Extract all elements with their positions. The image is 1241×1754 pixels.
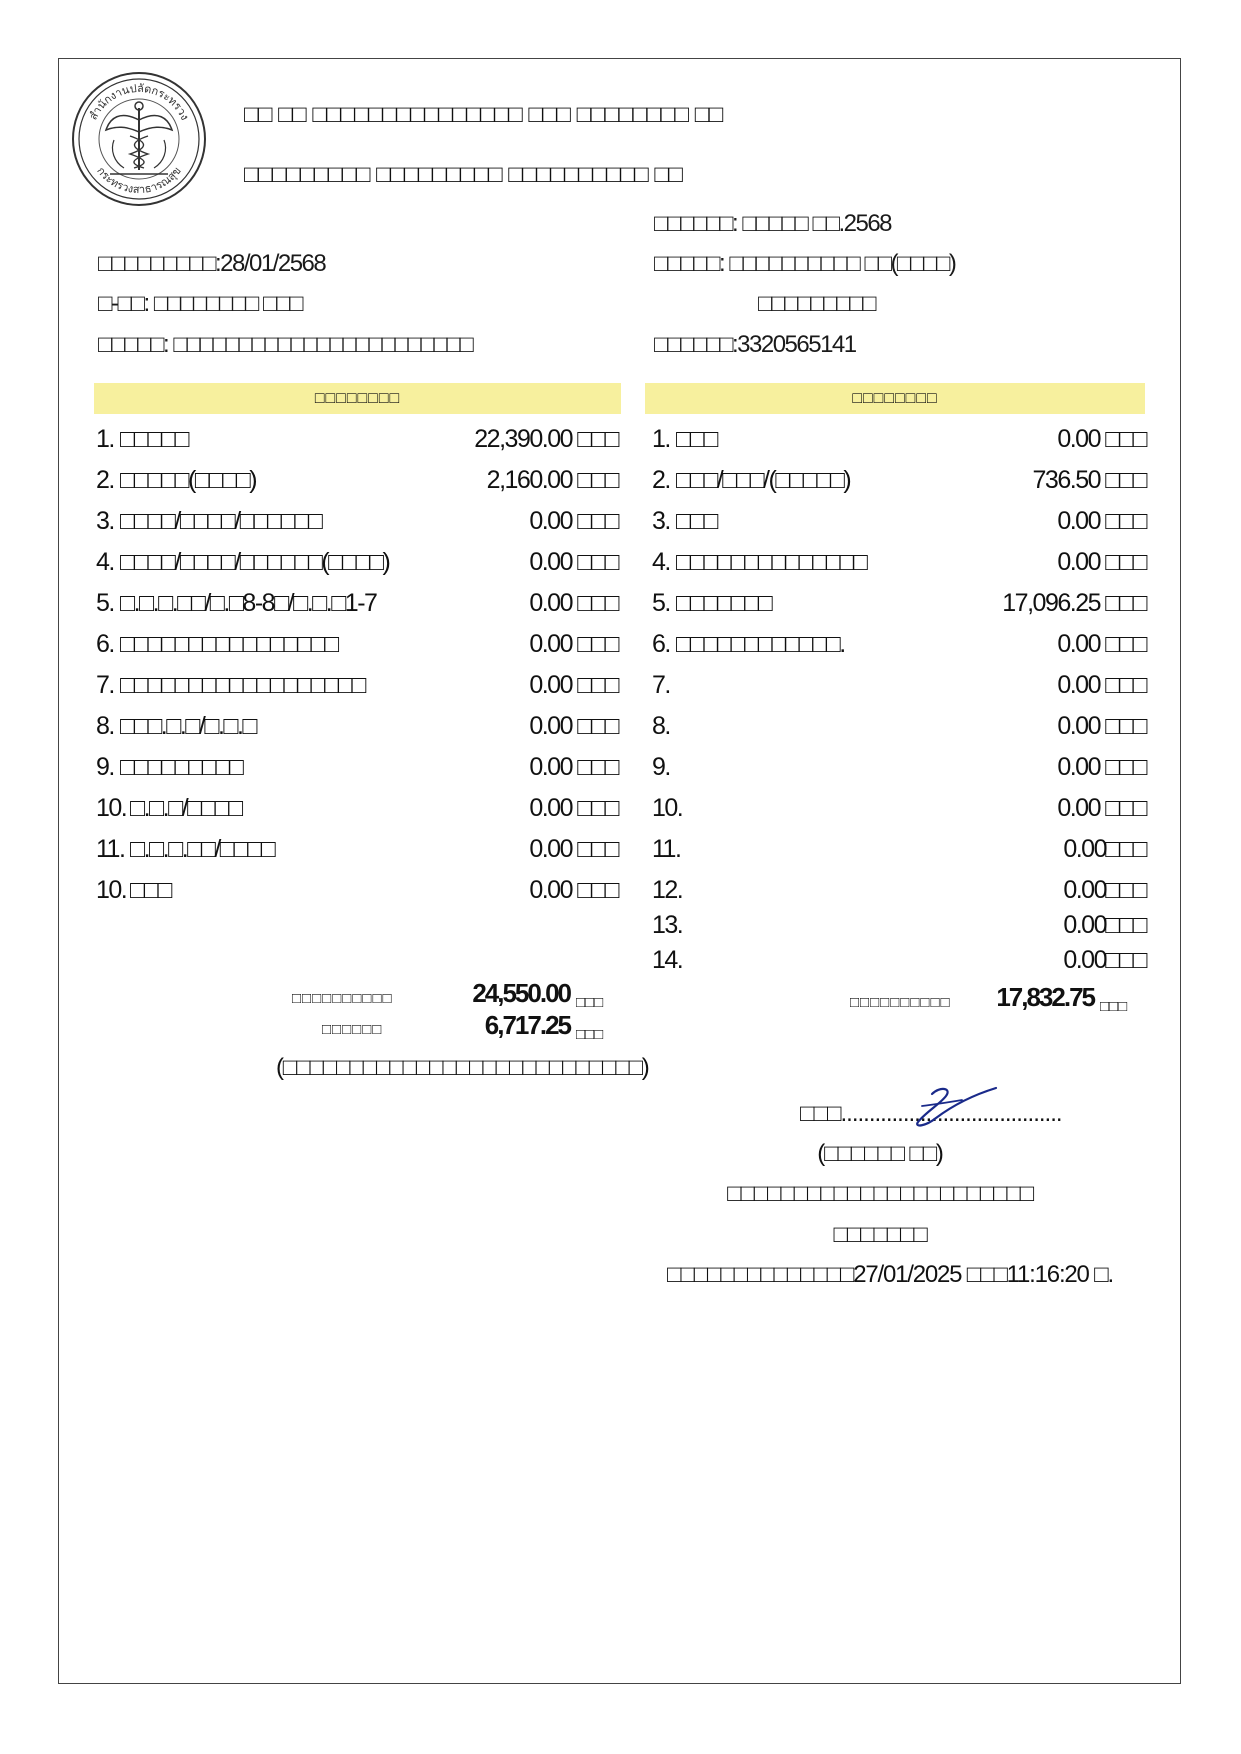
income-row — [96, 466, 618, 500]
deduction-item-amount: 0.00 — [1063, 946, 1106, 974]
deduction-item-number: 3. — [652, 507, 670, 535]
deduction-item-unit: □□□ — [1105, 630, 1146, 658]
deduction-total-label: □□□□□□□□□□ — [850, 994, 951, 1011]
deduction-item-number: 4. — [652, 548, 670, 576]
deduction-item-label: □□□ — [676, 507, 717, 535]
income-item-number: 7. — [96, 671, 114, 699]
income-item-unit: □□□ — [577, 425, 618, 453]
deduction-item-number: 13. — [652, 911, 683, 939]
deduction-item-unit: □□□ — [1105, 507, 1146, 535]
income-row — [96, 712, 618, 746]
document-subtitle: □□□□□□□□□ □□□□□□□□□ □□□□□□□□□□ □□ — [244, 161, 683, 188]
income-item-amount: 2,160.00 — [486, 466, 572, 494]
income-row — [96, 589, 618, 623]
deduction-row — [652, 794, 1146, 828]
income-row — [96, 507, 618, 541]
document-title: □□ □□ □□□□□□□□□□□□□□□ □□□ □□□□□□□□ □□ — [244, 101, 723, 128]
income-row — [96, 753, 618, 787]
deduction-row — [652, 876, 1146, 910]
income-item-label: □□□□□ — [120, 425, 189, 453]
employee-position: □□□□□: □□□□□□□□□□□□□□□□□□□□□□□ — [98, 331, 473, 358]
income-item-unit: □□□ — [577, 548, 618, 576]
income-item-amount: 0.00 — [529, 712, 572, 740]
deduction-item-unit: □□□ — [1105, 589, 1146, 617]
net-pay-amount: 6,717.25 — [484, 1010, 570, 1040]
income-row — [96, 630, 618, 664]
income-item-number: 6. — [96, 630, 114, 658]
income-total-amount-wrap — [470, 978, 570, 1009]
deduction-row — [652, 835, 1146, 869]
deduction-row — [652, 671, 1146, 705]
svg-text:กระทรวงสาธารณสุข: กระทรวงสาธารณสุข — [94, 164, 184, 197]
deduction-item-amount: 0.00 — [1057, 712, 1100, 740]
income-item-label: □□□□□□□□□□□□□□□□□□ — [120, 671, 365, 699]
income-total-amount: 24,550.00 — [472, 978, 570, 1008]
income-item-label: □.□.□.□□/□□□□ — [130, 835, 275, 863]
income-item-label: □□□.□.□/□.□.□ — [120, 712, 257, 740]
income-item-number: 2. — [96, 466, 114, 494]
deduction-item-number: 9. — [652, 753, 670, 781]
signer-name: (□□□□□□ □□) — [817, 1140, 943, 1167]
net-pay-amount-wrap — [470, 1010, 570, 1041]
deduction-item-label: □□□ — [676, 425, 717, 453]
employee-name: □-□□: □□□□□□□□ □□□ — [98, 290, 302, 317]
income-row — [96, 876, 618, 910]
income-item-amount: 0.00 — [529, 548, 572, 576]
income-total-label: □□□□□□□□□□ — [292, 990, 393, 1007]
deduction-item-unit: □□□ — [1105, 911, 1146, 939]
income-item-unit: □□□ — [577, 630, 618, 658]
income-item-amount: 0.00 — [529, 835, 572, 863]
income-row — [96, 794, 618, 828]
deduction-item-number: 6. — [652, 630, 670, 658]
deduction-row — [652, 911, 1146, 945]
deduction-item-number: 10. — [652, 794, 683, 822]
income-item-number: 3. — [96, 507, 114, 535]
income-item-amount: 0.00 — [529, 753, 572, 781]
deduction-item-unit: □□□ — [1105, 466, 1146, 494]
deduction-row — [652, 630, 1146, 664]
income-item-unit: □□□ — [577, 589, 618, 617]
deduction-row — [652, 712, 1146, 746]
income-item-unit: □□□ — [577, 466, 618, 494]
income-item-number: 5. — [96, 589, 114, 617]
deduction-item-label: □□□□□□□ — [676, 589, 772, 617]
deduction-item-number: 8. — [652, 712, 670, 740]
deduction-total-amount-wrap — [990, 982, 1094, 1013]
net-pay-label: □□□□□□ — [322, 1021, 383, 1038]
deduction-item-unit: □□□ — [1105, 712, 1146, 740]
signer-department: □□□□□□□ — [833, 1221, 927, 1248]
income-row — [96, 548, 618, 582]
deduction-total-unit-wrap — [1100, 990, 1127, 1018]
deduction-item-unit: □□□ — [1105, 671, 1146, 699]
deduction-item-unit: □□□ — [1105, 794, 1146, 822]
deduction-item-label: □□□□□□□□□□□□□□ — [676, 548, 867, 576]
deduction-item-amount: 736.50 — [1032, 466, 1100, 494]
deduction-row — [652, 466, 1146, 500]
income-item-amount: 0.00 — [529, 589, 572, 617]
deduction-item-unit: □□□ — [1105, 946, 1146, 974]
deduction-item-amount: 0.00 — [1057, 753, 1100, 781]
pay-period: □□□□□□: □□□□□ □□.2568 — [654, 210, 892, 237]
income-total-row — [292, 982, 393, 1010]
deduction-item-label: □□□/□□□/(□□□□□) — [676, 466, 851, 494]
deduction-total-row — [850, 986, 951, 1014]
income-item-label: □.□.□.□□/□.□8-8□/□.□.□1-7 — [120, 589, 377, 617]
deduction-row — [652, 589, 1146, 623]
income-header: □□□□□□□□ — [94, 383, 621, 414]
deduction-row — [652, 753, 1146, 787]
deduction-item-amount: 17,096.25 — [1002, 589, 1100, 617]
bank-branch: □□□□□□□□□ — [758, 290, 875, 317]
ministry-seal-logo — [70, 70, 208, 208]
deduction-row — [652, 507, 1146, 541]
income-item-number: 8. — [96, 712, 114, 740]
income-item-amount: 0.00 — [529, 630, 572, 658]
income-item-label: □.□.□/□□□□ — [130, 794, 242, 822]
income-item-unit: □□□ — [577, 507, 618, 535]
income-item-number: 9. — [96, 753, 114, 781]
deduction-item-unit: □□□ — [1105, 548, 1146, 576]
deduction-item-number: 14. — [652, 946, 683, 974]
income-item-amount: 0.00 — [529, 794, 572, 822]
income-item-label: □□□□/□□□□/□□□□□□(□□□□) — [120, 548, 390, 576]
deduction-item-number: 2. — [652, 466, 670, 494]
deduction-item-amount: 0.00 — [1063, 835, 1106, 863]
deduction-item-amount: 0.00 — [1063, 911, 1106, 939]
deduction-item-amount: 0.00 — [1057, 548, 1100, 576]
handwritten-signature — [900, 1082, 1010, 1132]
income-item-label: □□□ — [130, 876, 171, 904]
pay-date: □□□□□□□□□:28/01/2568 — [98, 250, 326, 277]
deduction-item-number: 7. — [652, 671, 670, 699]
income-item-number: 1. — [96, 425, 114, 453]
net-pay-unit: □□□ — [576, 1026, 604, 1043]
income-item-label: □□□□/□□□□/□□□□□□ — [120, 507, 322, 535]
deduction-row — [652, 425, 1146, 459]
deduction-total-unit: □□□ — [1100, 998, 1128, 1015]
deduction-row — [652, 946, 1146, 980]
deduction-item-unit: □□□ — [1105, 835, 1146, 863]
income-item-amount: 0.00 — [529, 507, 572, 535]
income-item-unit: □□□ — [577, 671, 618, 699]
income-row — [96, 425, 618, 459]
income-total-unit-wrap — [576, 986, 603, 1014]
net-pay-unit-wrap — [576, 1018, 603, 1046]
deduction-total-amount: 17,832.75 — [996, 982, 1094, 1012]
amount-in-words: (□□□□□□□□□□□□□□□□□□□□□□□□□□□) — [276, 1054, 649, 1081]
net-pay-row — [322, 1013, 382, 1041]
account-number: □□□□□□:3320565141 — [654, 331, 856, 358]
income-item-label: □□□□□□□□□□□□□□□□ — [120, 630, 338, 658]
income-item-number: 10. — [96, 794, 127, 822]
income-item-unit: □□□ — [577, 835, 618, 863]
income-total-unit: □□□ — [576, 994, 604, 1011]
bank-name: □□□□□: □□□□□□□□□□ □□(□□□□) — [654, 250, 956, 277]
deduction-item-amount: 0.00 — [1057, 425, 1100, 453]
deduction-item-amount: 0.00 — [1057, 794, 1100, 822]
income-item-unit: □□□ — [577, 753, 618, 781]
deduction-item-amount: 0.00 — [1057, 671, 1100, 699]
deductions-header: □□□□□□□□ — [645, 383, 1145, 414]
svg-text:สำนักงานปลัดกระทรวง: สำนักงานปลัดกระทรวง — [86, 81, 192, 123]
deduction-item-unit: □□□ — [1105, 876, 1146, 904]
income-item-unit: □□□ — [577, 712, 618, 740]
deduction-item-unit: □□□ — [1105, 753, 1146, 781]
deduction-item-number: 1. — [652, 425, 670, 453]
signature-line: □□□....................................... — [800, 1100, 1062, 1127]
income-item-unit: □□□ — [577, 876, 618, 904]
deduction-item-number: 5. — [652, 589, 670, 617]
income-row — [96, 835, 618, 869]
deduction-row — [652, 548, 1146, 582]
income-item-label: □□□□□□□□□ — [120, 753, 243, 781]
deduction-item-amount: 0.00 — [1063, 876, 1106, 904]
income-item-label: □□□□□(□□□□) — [120, 466, 257, 494]
deduction-item-unit: □□□ — [1105, 425, 1146, 453]
deduction-item-number: 12. — [652, 876, 683, 904]
income-item-amount: 0.00 — [529, 671, 572, 699]
deduction-item-amount: 0.00 — [1057, 630, 1100, 658]
deduction-item-label: □□□□□□□□□□□□. — [676, 630, 845, 658]
deduction-item-number: 11. — [652, 835, 681, 863]
income-item-number: 11. — [96, 835, 125, 863]
income-row — [96, 671, 618, 705]
income-item-amount: 22,390.00 — [474, 425, 572, 453]
income-item-number: 10. — [96, 876, 127, 904]
income-item-unit: □□□ — [577, 794, 618, 822]
income-item-number: 4. — [96, 548, 114, 576]
signer-position: □□□□□□□□□□□□□□□□□□□□□□□ — [727, 1180, 1033, 1207]
printed-timestamp: □□□□□□□□□□□□□□27/01/2025 □□□11:16:20 □. — [667, 1261, 1113, 1288]
income-item-amount: 0.00 — [529, 876, 572, 904]
deduction-item-amount: 0.00 — [1057, 507, 1100, 535]
